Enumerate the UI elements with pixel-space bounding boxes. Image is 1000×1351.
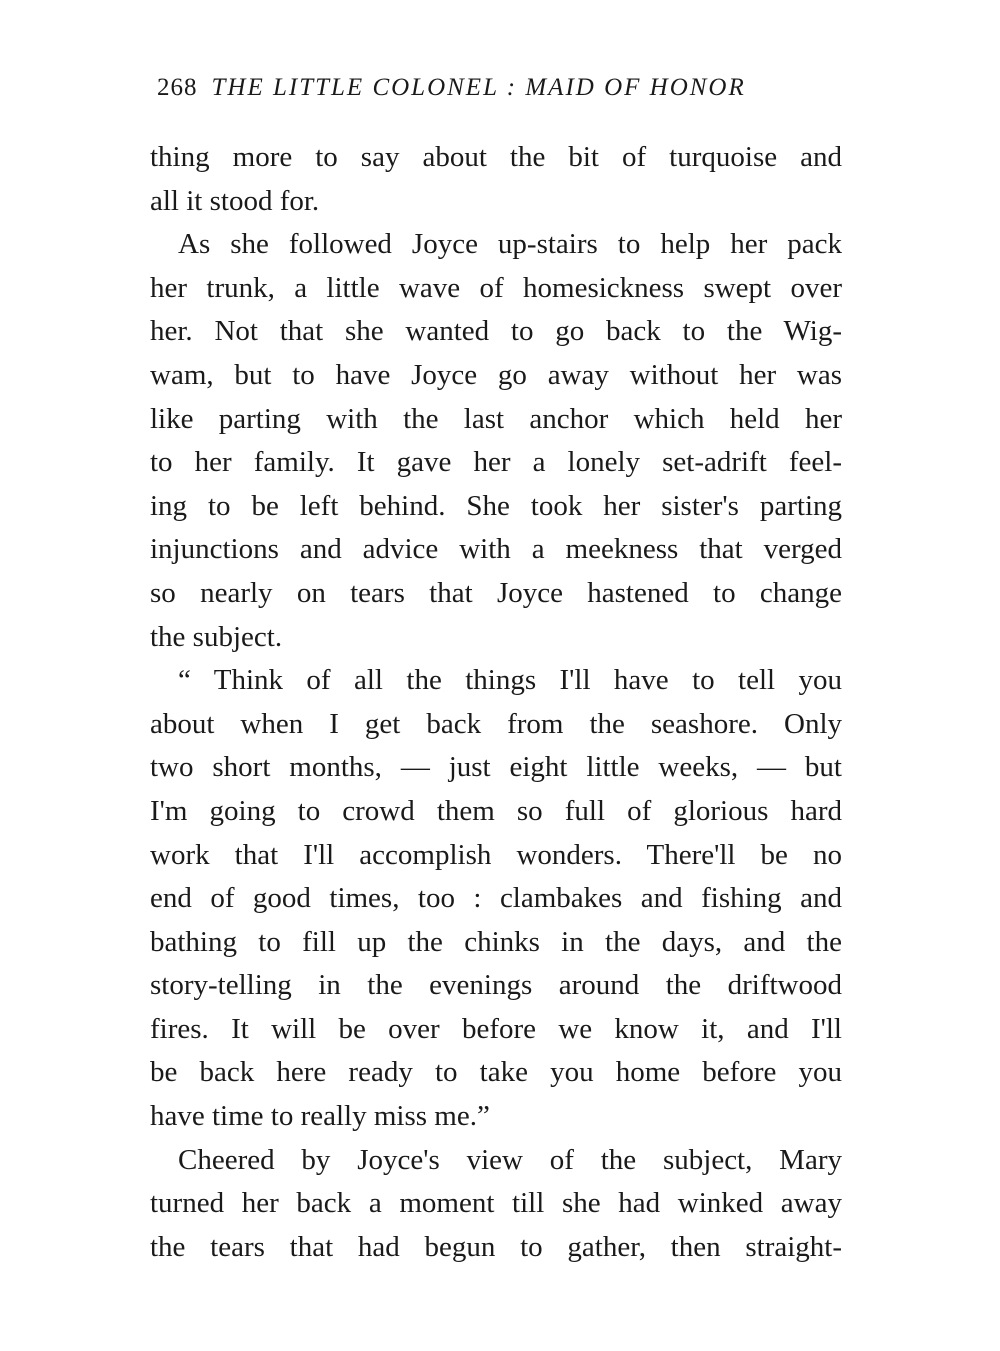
text-line: end of good times, too : clambakes and fishing and [150,882,842,915]
text-line: her. Not that she wanted to go back to the Wig- [150,315,842,348]
book-title: THE LITTLE COLONEL : MAID OF HONOR [211,74,746,101]
text-line: wam, but to have Joyce go away without her was [150,358,842,391]
text-line: work that I'll accomplish wonders. There'll be no [150,838,842,871]
text-line: like parting with the last anchor which held her [150,402,842,435]
text-line: injunctions and advice with a meekness that verged [150,533,842,566]
running-head [157,74,746,102]
text-line: all it stood for. [150,184,320,217]
text-line: have time to really miss me.” [150,1100,490,1133]
text-line: so nearly on tears that Joyce hastened to change [150,576,842,609]
text-line: the subject. [150,620,283,653]
text-line: the tears that had begun to gather, then straight- [150,1230,842,1263]
text-line: ing to be left behind. She took her sister's parting [150,489,842,522]
text-line: to her family. It gave her a lonely set-adrift feel- [150,446,842,479]
text-line: story-telling in the evenings around the driftwood [150,969,842,1002]
text-line: be back here ready to take you home before you [150,1056,842,1089]
text-line: turned her back a moment till she had winked away [150,1187,842,1220]
text-line: her trunk, a little wave of homesickness swept over [150,271,842,304]
text-line: Cheered by Joyce's view of the subject, Mary [178,1143,842,1176]
text-line: bathing to fill up the chinks in the days, and the [150,925,842,958]
body-text [150,136,842,1269]
text-line: “ Think of all the things I'll have to tell you [178,664,842,697]
text-line: about when I get back from the seashore. Only [150,707,842,740]
text-line: I'm going to crowd them so full of glorious hard [150,794,842,827]
page-number: 268 [157,74,198,101]
text-line: fires. It will be over before we know it, and I'll [150,1012,842,1045]
text-line: two short months, — just eight little weeks, — but [150,751,842,784]
text-line: thing more to say about the bit of turquoise and [150,141,842,173]
text-line: As she followed Joyce up-stairs to help her pack [178,228,842,261]
